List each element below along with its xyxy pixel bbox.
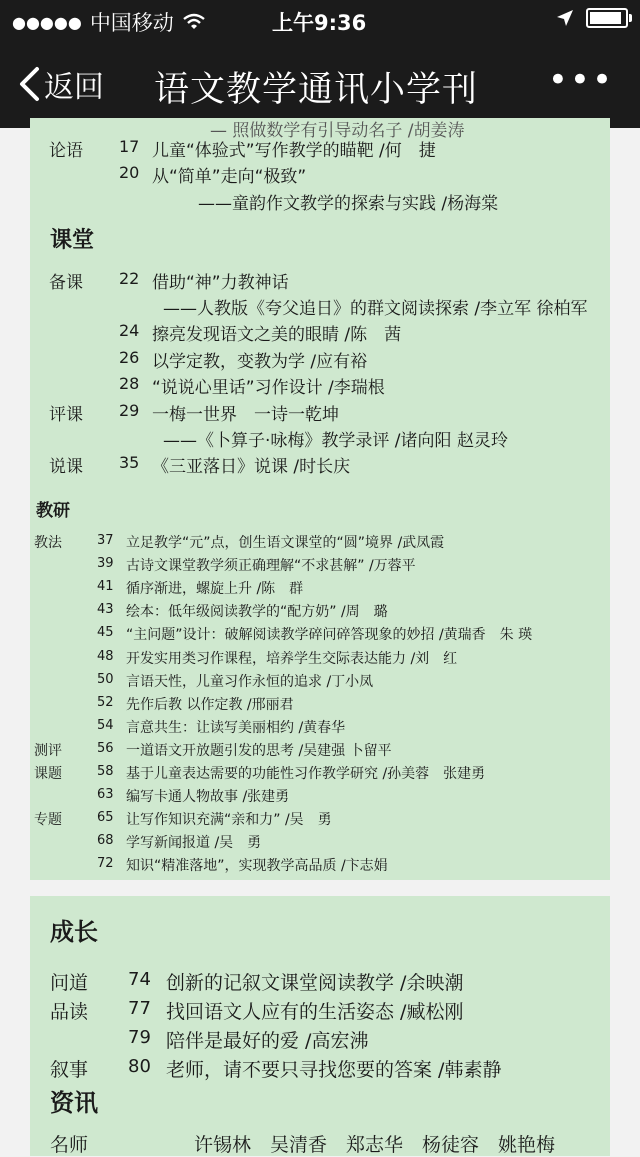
toc-entry[interactable]: 陪伴是最好的爱 /高宏沸 <box>166 1030 369 1052</box>
category-label: 论语 <box>49 141 83 161</box>
section-heading: 成长 <box>50 918 98 946</box>
category-label: 测评 <box>34 742 62 759</box>
page-number: 39 <box>97 556 114 572</box>
toc-entry[interactable]: 找回语文人应有的生活姿态 /臧松刚 <box>166 1001 464 1023</box>
back-label: 返回 <box>44 70 104 105</box>
toc-entry[interactable]: 从“简单”走向“极致” <box>152 167 307 187</box>
toc-entry[interactable]: 绘本：低年级阅读教学的“配方奶” /周 璐 <box>126 604 388 621</box>
page-number: 24 <box>119 321 140 340</box>
section-heading: 课堂 <box>50 228 95 253</box>
page-number: 50 <box>97 671 114 687</box>
toc-card-research <box>30 490 610 880</box>
toc-entry[interactable]: 先作后教 以作定教 /邢丽君 <box>126 696 294 713</box>
page-number: 45 <box>97 625 114 641</box>
page-number: 43 <box>97 602 114 618</box>
toc-entry[interactable]: 开发实用类习作课程，培养学生交际表达能力 /刘 红 <box>126 650 458 667</box>
toc-entry[interactable]: 许锡林 吴清香 郑志华 杨徒容 姚艳梅 <box>194 1134 556 1156</box>
page-number: 22 <box>119 269 140 288</box>
toc-entry[interactable]: 言意共生：让读写美丽相约 /黄春华 <box>126 719 346 736</box>
page-number: 48 <box>97 648 114 664</box>
page-number: 37 <box>97 533 114 548</box>
page-number: 56 <box>97 740 114 756</box>
page-number: 68 <box>97 833 114 849</box>
toc-entry[interactable]: 儿童“体验式”写作教学的瞄靶 /何 捷 <box>152 141 436 161</box>
page-number: 17 <box>119 137 140 156</box>
page-number: 65 <box>97 810 114 826</box>
category-label: 问道 <box>50 972 89 994</box>
page-number: 72 <box>97 856 114 872</box>
signal-strength-icon: ●●●●● <box>12 12 82 32</box>
toc-entry[interactable]: 创新的记叙文课堂阅读教学 /余映潮 <box>166 972 464 994</box>
toc-entry[interactable]: 古诗文课堂教学须正确理解“不求甚解” /万蓉平 <box>126 558 416 575</box>
status-bar <box>0 0 640 40</box>
location-arrow-icon <box>556 9 574 27</box>
page-number: 35 <box>119 453 140 472</box>
category-label: 备课 <box>49 273 83 293</box>
battery-icon <box>586 8 628 28</box>
toc-entry[interactable]: 一道语文开放题引发的思考 /吴建强 卜留平 <box>126 742 392 759</box>
nav-bar <box>0 40 640 128</box>
category-label: 名师 <box>50 1134 89 1156</box>
status-time: 上午9:36 <box>272 11 367 35</box>
toc-entry[interactable]: 一梅一世界 一诗一乾坤 <box>152 405 339 425</box>
back-button[interactable] <box>18 62 104 106</box>
toc-entry[interactable]: 基于儿童表达需要的功能性习作教学研究 /孙美蓉 张建勇 <box>126 766 486 782</box>
status-left <box>12 7 206 37</box>
category-label: 专题 <box>34 812 62 829</box>
category-label: 课题 <box>34 766 62 782</box>
page-number: 77 <box>128 998 151 1019</box>
page-number: 54 <box>97 717 114 733</box>
article-content[interactable] <box>0 121 640 1156</box>
toc-entry[interactable]: 学写新闻报道 /吴 勇 <box>126 835 262 852</box>
toc-entry-subtitle[interactable]: ——《卜算子·咏梅》教学录评 /诸向阳 赵灵玲 <box>163 431 508 451</box>
category-label: 品读 <box>50 1001 89 1023</box>
toc-entry[interactable]: 言语天性，儿童习作永恒的追求 /丁小凤 <box>126 673 374 690</box>
page-number: 58 <box>97 764 114 779</box>
toc-entry[interactable]: 知识“精准落地”，实现教学高品质 /卞志娟 <box>126 858 388 875</box>
page-number: 74 <box>128 969 151 990</box>
toc-entry-subtitle[interactable]: ——人教版《夸父追日》的群文阅读探索 /李立军 徐柏军 <box>163 299 588 319</box>
page-number: 52 <box>97 694 114 710</box>
carrier-label: 中国移动 <box>89 11 174 35</box>
toc-entry[interactable]: 循序渐进，螺旋上升 /陈 群 <box>126 581 304 598</box>
toc-entry[interactable]: “主问题”设计：破解阅读教学碎问碎答现象的妙招 /黄瑞香 朱 瑛 <box>126 627 533 644</box>
battery-fill <box>590 12 621 24</box>
cut-off-line: — 照做数学有引导动名子 /胡姜涛 <box>210 121 465 141</box>
wifi-icon <box>182 13 206 31</box>
category-label: 评课 <box>49 405 83 425</box>
page-number: 20 <box>119 163 140 182</box>
toc-entry-subtitle[interactable]: ——童韵作文教学的探索与实践 /杨海棠 <box>198 194 499 214</box>
toc-entry[interactable]: 《三亚落日》说课 /时长庆 <box>152 457 351 477</box>
page-number: 80 <box>128 1056 151 1077</box>
toc-entry[interactable]: 老师，请不要只寻找您要的答案 /韩素静 <box>166 1059 502 1081</box>
section-heading: 资讯 <box>50 1089 98 1117</box>
category-label: 教法 <box>34 535 62 551</box>
chevron-left-icon <box>18 66 40 102</box>
toc-entry[interactable]: “说说心里话”习作设计 /李瑞根 <box>152 378 385 398</box>
page-number: 28 <box>119 374 140 393</box>
page-number: 63 <box>97 787 114 803</box>
toc-entry[interactable]: 擦亮发现语文之美的眼睛 /陈 茜 <box>152 325 402 345</box>
page-number: 41 <box>97 579 114 595</box>
status-right <box>556 8 628 28</box>
page-number: 26 <box>119 348 140 367</box>
category-label: 说课 <box>49 457 83 477</box>
toc-entry[interactable]: 立足教学“元”点，创生语文课堂的“圆”境界 /武凤霞 <box>126 535 445 551</box>
section-heading: 教研 <box>36 501 70 521</box>
more-menu-button[interactable]: ••• <box>547 60 614 100</box>
toc-entry[interactable]: 让写作知识充满“亲和力” /吴 勇 <box>126 812 332 829</box>
toc-entry[interactable]: 编写卡通人物故事 /张建勇 <box>126 789 290 806</box>
toc-entry[interactable]: 借助“神”力教神话 <box>152 273 289 293</box>
category-label: 叙事 <box>50 1059 89 1081</box>
page-title: 语文教学通讯小学刊 <box>154 70 479 110</box>
toc-entry[interactable]: 以学定教，变教为学 /应有裕 <box>152 352 368 372</box>
toc-card-growth <box>30 896 610 1156</box>
page-number: 79 <box>128 1027 151 1048</box>
page-number: 29 <box>119 401 140 420</box>
